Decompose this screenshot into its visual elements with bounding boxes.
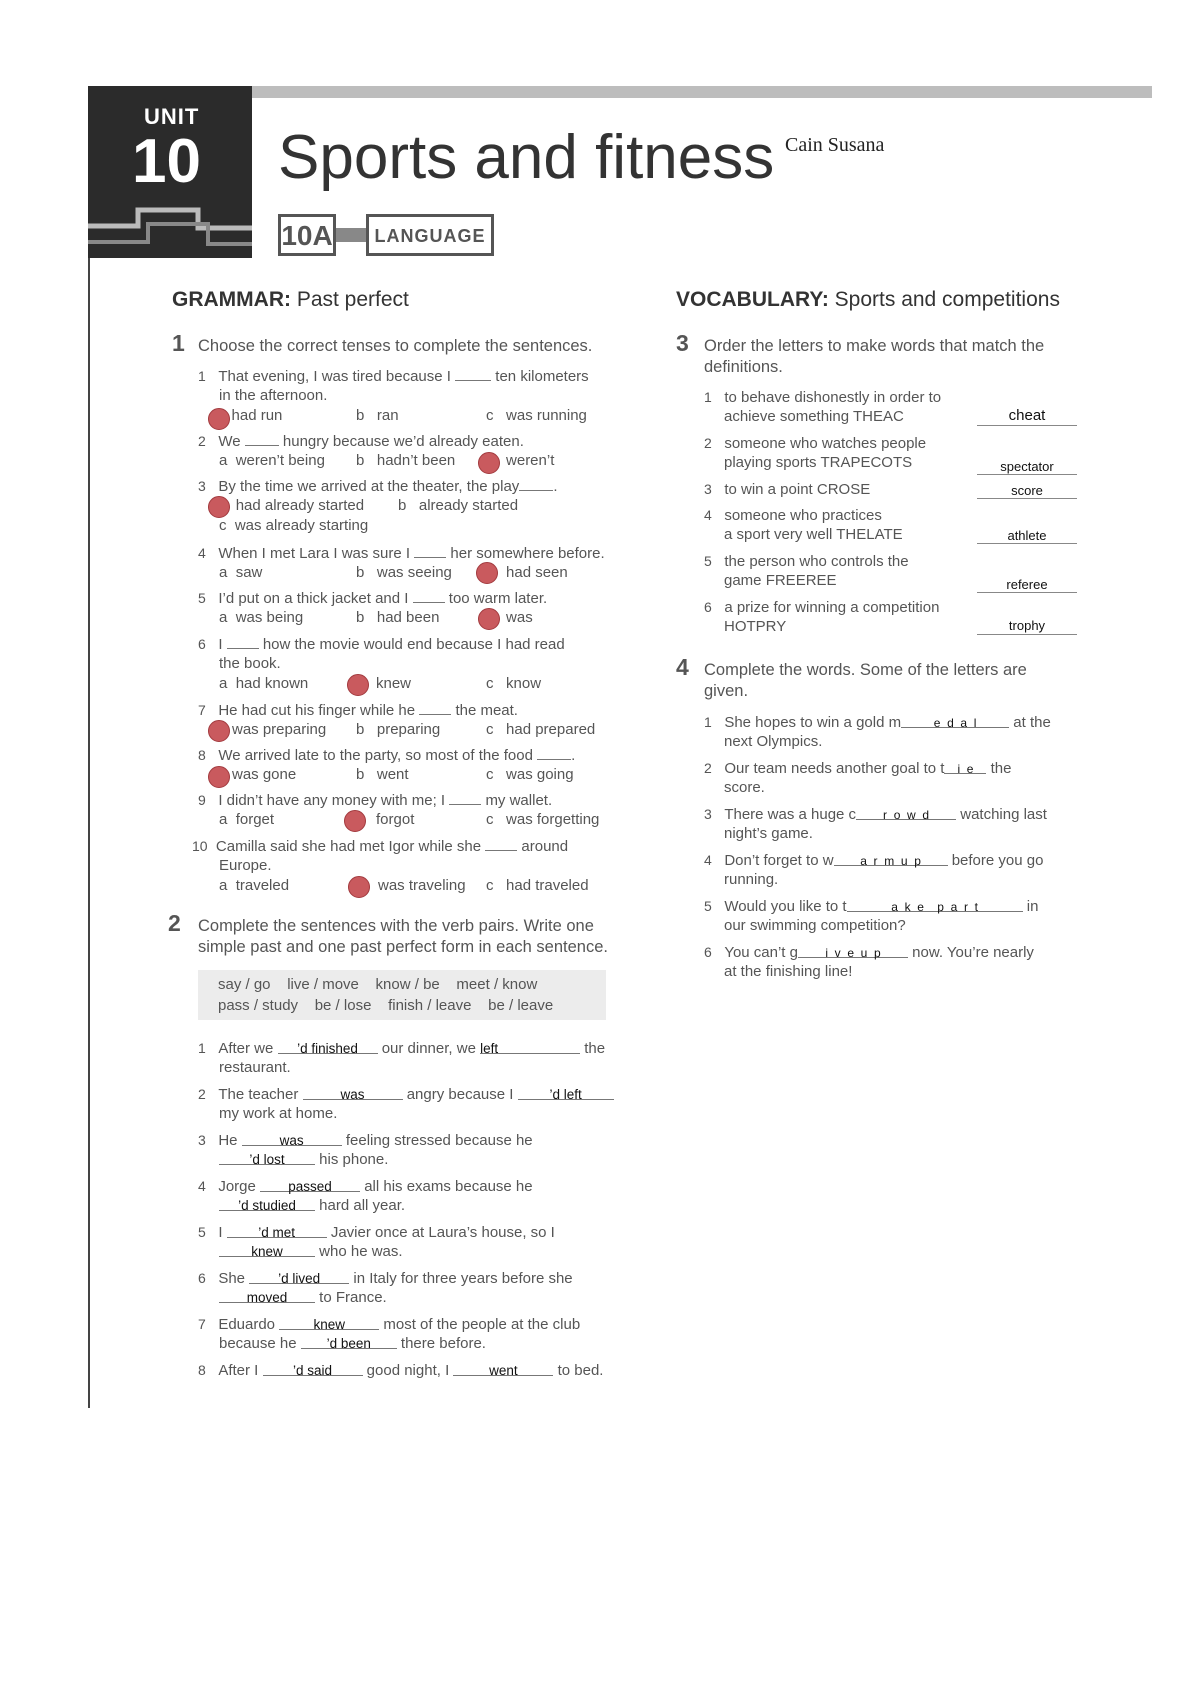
q10-option-c: c had traveled xyxy=(486,877,589,894)
e2-item2-line1: 2 The teacher was angry because I ’d left xyxy=(198,1084,614,1105)
q8-line1: 8 We arrived late to the party, so most of the food . xyxy=(198,747,576,764)
w5-answer[interactable]: a k e p a r t xyxy=(891,900,978,914)
w6-answer[interactable]: i v e u p xyxy=(825,946,881,960)
q10-option-a: a traveled xyxy=(219,877,290,894)
q10-line2: Europe. xyxy=(219,857,272,874)
w4-line1: 4 Don’t forget to w a r m u p before you go xyxy=(704,852,1044,869)
exercise-4-number: 4 xyxy=(676,654,689,680)
unit-badge xyxy=(88,86,252,258)
e2-item4-answer1[interactable]: passed xyxy=(288,1179,332,1194)
verb-pairs-row1: say / go live / move know / be meet / know xyxy=(218,976,538,993)
q6-option-c: c know xyxy=(486,675,542,692)
vocabulary-heading: VOCABULARY: Sports and competitions xyxy=(676,288,1060,311)
answer-circle-q10[interactable] xyxy=(348,876,370,898)
e2-item2-answer1[interactable]: was xyxy=(340,1087,365,1102)
q5-line1: 5 I’d put on a thick jacket and I too warm later. xyxy=(198,590,548,607)
stairs-graphic xyxy=(88,196,252,258)
w3-line1: 3 There was a huge c r o w d watching last xyxy=(704,806,1047,823)
w5-line1: 5 Would you like to t a k e p a r t in xyxy=(704,898,1039,915)
w3-line2: night’s game. xyxy=(724,825,813,842)
exercise-3-instruction-2: definitions. xyxy=(704,358,783,376)
verb-pairs-row2: pass / study be / lose finish / leave be / leave xyxy=(218,997,554,1014)
q7-line1: 7 He had cut his finger while he the meat. xyxy=(198,702,518,719)
v1-answer[interactable]: cheat xyxy=(1008,407,1046,424)
q6-option-b: knew xyxy=(376,675,412,692)
e2-item7-line2: because he ’d been there before. xyxy=(219,1335,486,1352)
page-title: Sports and fitness xyxy=(278,123,775,192)
v5-line1: 5 the person who controls the xyxy=(704,553,909,570)
exercise-3-instruction-1: Order the letters to make words that match the xyxy=(704,337,1045,355)
e2-item7-answer1[interactable]: knew xyxy=(313,1317,345,1332)
e2-item2-line2: my work at home. xyxy=(219,1105,338,1122)
w6-line1: 6 You can’t g i v e u p now. You’re nearly xyxy=(704,944,1034,961)
v5-answer-line[interactable] xyxy=(977,576,1077,593)
e2-item5-line2: knew who he was. xyxy=(219,1242,403,1262)
v3-answer[interactable]: score xyxy=(1011,483,1043,498)
q6-option-a: a had known xyxy=(219,675,309,692)
lesson-tag-connector xyxy=(336,228,366,242)
q1-option-b: b ran xyxy=(356,407,399,424)
q3-option-b: b already started xyxy=(398,497,519,514)
answer-circle-q7[interactable] xyxy=(208,720,230,742)
v2-answer[interactable]: spectator xyxy=(1000,459,1054,474)
v1-answer-line[interactable] xyxy=(977,407,1077,426)
answer-circle-q2[interactable] xyxy=(478,452,500,474)
q4-option-a: a saw xyxy=(219,564,263,581)
answer-circle-q5[interactable] xyxy=(478,608,500,630)
e2-item6-line2: moved to France. xyxy=(219,1288,387,1308)
e2-item5-answer1[interactable]: ’d met xyxy=(258,1225,296,1240)
w5-line2: our swimming competition? xyxy=(724,917,906,934)
q4-option-b: b was seeing xyxy=(356,564,452,581)
v2-line1: 2 someone who watches people xyxy=(704,435,927,452)
e2-item6-answer1[interactable]: ’d lived xyxy=(278,1271,321,1286)
exercise-4-instruction-1: Complete the words. Some of the letters are xyxy=(704,661,1027,679)
grammar-heading: GRAMMAR: Past perfect xyxy=(172,288,409,311)
w2-line1: 2 Our team needs another goal to t i e the xyxy=(704,760,1012,777)
e2-item1-line2: restaurant. xyxy=(219,1059,291,1076)
e2-item6-line1: 6 She ’d lived in Italy for three years before she xyxy=(198,1270,573,1287)
e2-item1-answer1[interactable]: ’d finished xyxy=(297,1041,358,1056)
answer-circle-q9[interactable] xyxy=(344,810,366,832)
q1-option-c: c was running xyxy=(486,407,587,424)
q7-option-c: c had prepared xyxy=(486,721,596,738)
e2-item3-answer2[interactable]: ’d lost xyxy=(249,1152,285,1167)
q10-line1: 10 Camilla said she had met Igor while she around xyxy=(192,838,569,855)
v4-answer[interactable]: athlete xyxy=(1007,528,1047,543)
e2-item1-line1: 1 After we ’d finished our dinner, we left the xyxy=(198,1040,606,1057)
v1-line2: achieve something THEAC xyxy=(724,408,904,425)
w1-line1: 1 She hopes to win a gold m e d a l at the xyxy=(704,714,1051,731)
q5-option-a: a was being xyxy=(219,609,304,626)
page-margin-rule xyxy=(88,258,90,1408)
v5-line2: game FREEREE xyxy=(724,572,837,589)
e2-item6-answer2[interactable]: moved xyxy=(246,1290,288,1305)
v3-line1: 3 to win a point CROSE xyxy=(704,481,871,498)
lesson-type: LANGUAGE xyxy=(366,214,494,256)
v4-line1: 4 someone who practices xyxy=(704,507,882,524)
e2-item4-line1: 4 Jorge passed all his exams because he xyxy=(198,1178,533,1195)
q3-option-a: had already started xyxy=(235,497,365,514)
v1-line1: 1 to behave dishonestly in order to xyxy=(704,389,942,406)
q6-line2: the book. xyxy=(219,655,281,672)
q9-option-c: c was forgetting xyxy=(486,811,600,828)
v4-answer-line[interactable] xyxy=(977,527,1077,544)
q8-option-a: was gone xyxy=(232,766,297,783)
verb-pairs-box xyxy=(198,970,606,1020)
q2-option-a: a weren’t being xyxy=(219,452,325,469)
q6-line1: 6 I how the movie would end because I had read xyxy=(198,636,565,653)
e2-item7-line1: 7 Eduardo knew most of the people at the club xyxy=(198,1316,581,1333)
q10-option-b: was traveling xyxy=(378,877,466,894)
q1-line2: in the afternoon. xyxy=(219,387,328,404)
q5-option-b: b had been xyxy=(356,609,440,626)
exercise-2-number: 2 xyxy=(168,910,181,936)
q7-option-b: b preparing xyxy=(356,721,441,738)
q4-line1: 4 When I met Lara I was sure I her somewhere before. xyxy=(198,545,605,562)
q2-option-c: weren’t xyxy=(506,452,555,469)
q5-option-c: was xyxy=(506,609,533,626)
q9-option-a: a forget xyxy=(219,811,275,828)
q8-option-b: b went xyxy=(356,766,409,783)
exercise-1-instruction: Choose the correct tenses to complete the sentences. xyxy=(198,337,593,355)
q4-option-c: had seen xyxy=(506,564,568,581)
e2-item3-line2: ’d lost his phone. xyxy=(219,1150,388,1170)
e2-item2-answer2[interactable]: ’d left xyxy=(549,1087,582,1102)
v6-line2: HOTPRY xyxy=(724,618,787,635)
q8-option-c: c was going xyxy=(486,766,574,783)
q7-option-a: was preparing xyxy=(232,721,327,738)
e2-item7-answer2[interactable]: ’d been xyxy=(326,1336,371,1351)
w6-line2: at the finishing line! xyxy=(724,963,853,980)
exercise-3-number: 3 xyxy=(676,330,689,356)
q3-option-c: c was already starting xyxy=(219,517,369,534)
answer-circle-q4[interactable] xyxy=(476,562,498,584)
answer-circle-q3[interactable] xyxy=(208,496,230,518)
exercise-2-instruction-1: Complete the sentences with the verb pairs. Write one xyxy=(198,917,594,935)
q1-line1: 1 That evening, I was tired because I ten kilometers xyxy=(198,368,589,385)
v2-line2: playing sports TRAPECOTS xyxy=(724,454,913,471)
q9-option-b: forgot xyxy=(376,811,415,828)
v6-answer-line[interactable] xyxy=(977,617,1077,635)
q3-line1: 3 By the time we arrived at the theater, the play . xyxy=(198,478,558,495)
q9-line1: 9 I didn’t have any money with me; I my wallet. xyxy=(198,792,553,809)
q2-option-b: b hadn’t been xyxy=(356,452,456,469)
exercise-4-instruction-2: given. xyxy=(704,682,749,700)
v6-answer[interactable]: trophy xyxy=(1008,618,1046,633)
w2-line2: score. xyxy=(724,779,765,796)
w4-line2: running. xyxy=(724,871,779,888)
e2-item3-answer1[interactable]: was xyxy=(279,1133,304,1148)
v3-answer-line[interactable] xyxy=(977,482,1077,499)
w3-answer[interactable]: r o w d xyxy=(883,808,930,822)
e2-item8-answer1[interactable]: ’d said xyxy=(292,1363,333,1378)
answer-circle-q1[interactable] xyxy=(208,408,230,430)
e2-item1-answer2[interactable]: left xyxy=(480,1041,499,1056)
e2-item8-answer2[interactable]: went xyxy=(489,1363,518,1378)
q2-line1: 2 We hungry because we’d already eaten. xyxy=(198,433,524,450)
e2-item5-line1: 5 I ’d met Javier once at Laura’s house, so I xyxy=(198,1224,555,1241)
e2-item5-answer2[interactable]: knew xyxy=(251,1244,283,1259)
exercise-1-number: 1 xyxy=(172,330,185,356)
q1-options: had run xyxy=(231,407,283,424)
lesson-code: 10A xyxy=(278,214,336,256)
unit-number: 10 xyxy=(132,127,201,196)
e2-item8-line1: 8 After I ’d said good night, I went to bed. xyxy=(198,1362,604,1379)
answer-circle-q6[interactable] xyxy=(347,674,369,696)
w2-answer[interactable]: i e xyxy=(957,762,974,776)
v6-line1: 6 a prize for winning a competition xyxy=(704,599,940,616)
v4-line2: a sport very well THELATE xyxy=(724,526,903,543)
w4-answer[interactable]: a r m u p xyxy=(860,854,921,868)
unit-label: UNIT xyxy=(144,104,200,129)
answer-circle-q8[interactable] xyxy=(208,766,230,788)
student-name: Cain Susana xyxy=(785,134,885,156)
v5-answer[interactable]: referee xyxy=(1006,577,1048,592)
v2-answer-line[interactable] xyxy=(977,458,1077,475)
w1-answer[interactable]: e d a l xyxy=(933,716,977,730)
e2-item4-answer2[interactable]: ’d studied xyxy=(238,1198,296,1213)
e2-item3-line1: 3 He was feeling stressed because he xyxy=(198,1132,533,1149)
w1-line2: next Olympics. xyxy=(724,733,823,750)
e2-item4-line2: ’d studied hard all year. xyxy=(219,1196,405,1216)
exercise-2-instruction-2: simple past and one past perfect form in each sentence. xyxy=(198,938,608,956)
